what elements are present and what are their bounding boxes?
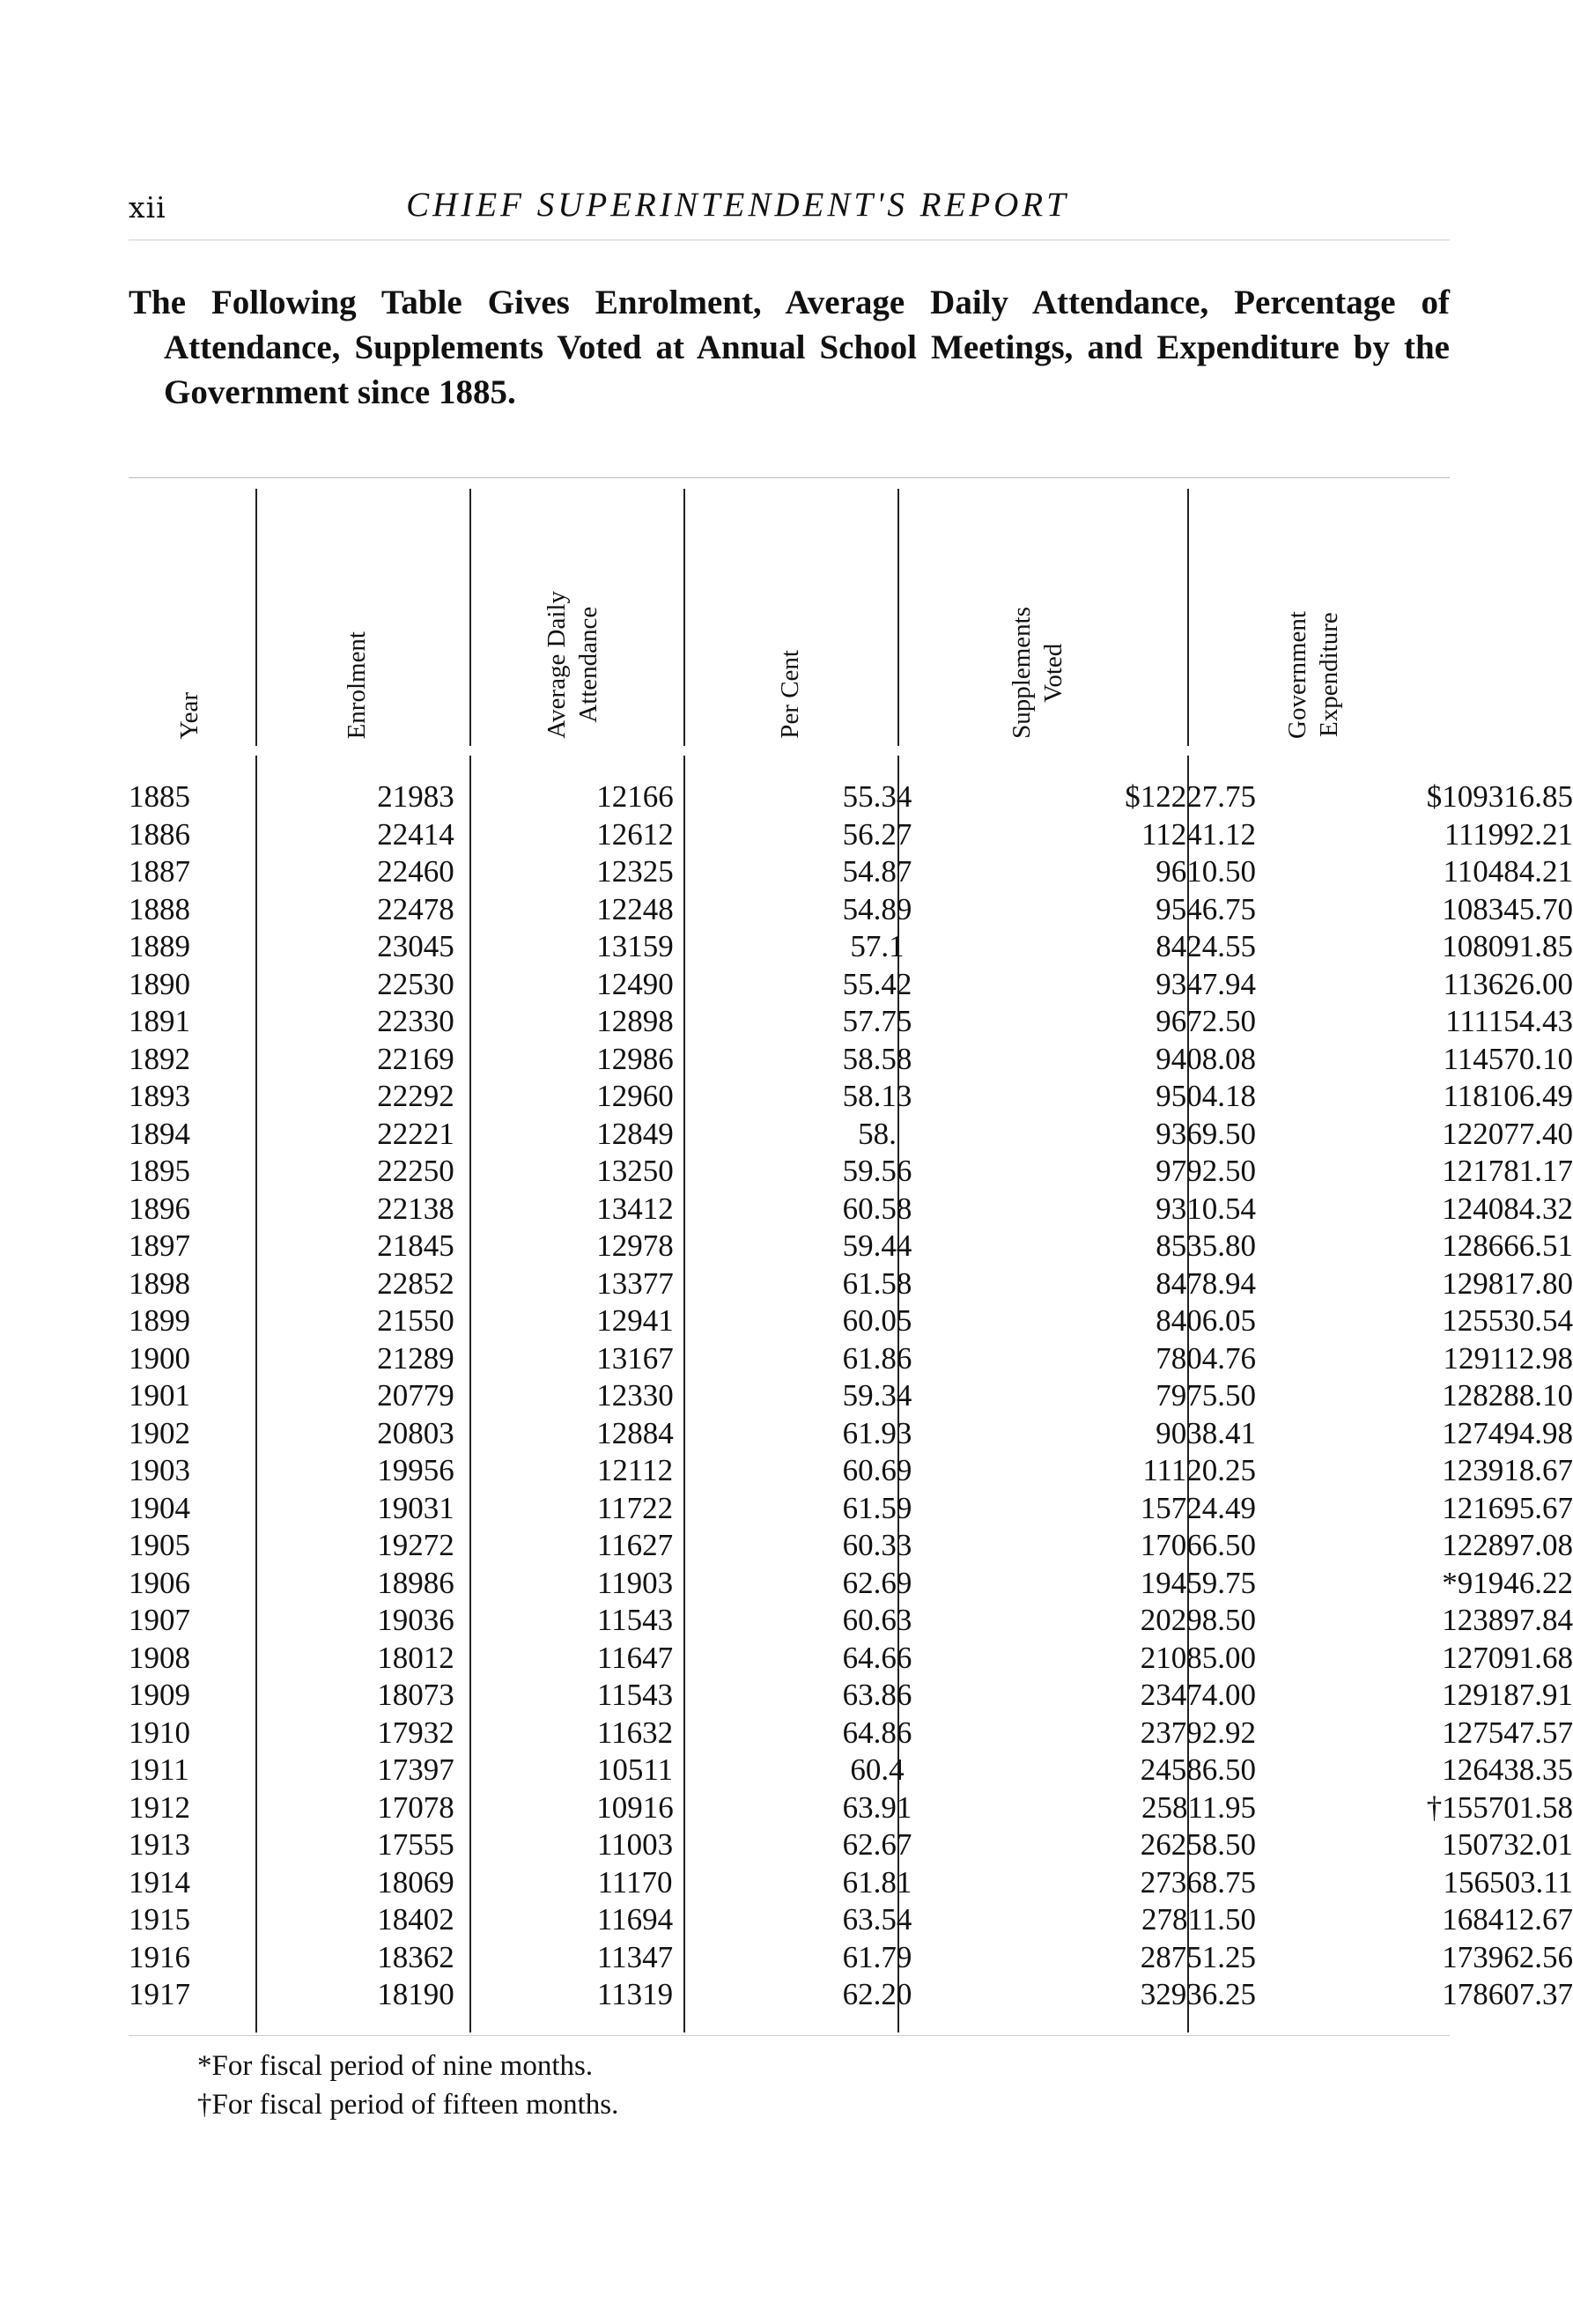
table-row [129, 1116, 1573, 1154]
cell-expenditure: †155701.58 [1426, 1789, 1573, 1825]
cell-expenditure: 129112.98 [1443, 1340, 1573, 1376]
cell-expenditure: 129187.91 [1442, 1678, 1573, 1712]
cell-average-attendance: 11632 [596, 1715, 674, 1750]
column-header-year: Year [175, 691, 203, 739]
cell-per-cent: 61.93 [842, 1415, 912, 1450]
cell-year: 1914 [129, 1864, 190, 1900]
table-row [129, 1153, 1573, 1191]
table-row [129, 853, 1573, 891]
table-row [129, 1265, 1573, 1303]
column-divider [1187, 489, 1189, 746]
cell-average-attendance: 13377 [596, 1265, 674, 1301]
cell-per-cent: 64.86 [842, 1715, 912, 1750]
cell-enrolment: 22460 [377, 854, 454, 889]
cell-average-attendance: 12960 [596, 1079, 674, 1113]
cell-expenditure: 125530.54 [1442, 1303, 1573, 1338]
cell-enrolment: 19036 [377, 1603, 454, 1637]
cell-average-attendance: 12884 [596, 1415, 674, 1450]
cell-average-attendance: 11694 [596, 1902, 674, 1937]
table-row [129, 1976, 1573, 2014]
table-row [129, 1041, 1573, 1079]
table-row [129, 1640, 1573, 1678]
table-row [129, 1228, 1573, 1265]
cell-supplements: 9792.50 [1156, 1154, 1256, 1188]
table-row [129, 1565, 1573, 1603]
cell-year: 1896 [129, 1191, 190, 1226]
cell-expenditure: 111154.43 [1445, 1004, 1573, 1038]
cell-enrolment: 19272 [377, 1528, 454, 1562]
cell-year: 1916 [129, 1939, 190, 1974]
cell-year: 1917 [129, 1977, 190, 2011]
cell-year: 1915 [129, 1902, 190, 1937]
cell-per-cent: 58. [858, 1116, 897, 1151]
cell-average-attendance: 12490 [596, 966, 674, 1001]
cell-supplements: 8424.55 [1156, 929, 1256, 963]
column-header-average-daily-attendance: Average Daily Attendance [543, 591, 602, 739]
cell-enrolment: 17397 [377, 1752, 454, 1787]
cell-year: 1907 [129, 1603, 190, 1637]
cell-enrolment: 18012 [377, 1640, 454, 1675]
cell-average-attendance: 12325 [596, 854, 674, 889]
cell-enrolment: 22530 [377, 966, 454, 1001]
cell-expenditure: 128666.51 [1442, 1228, 1573, 1263]
cell-average-attendance: 11722 [596, 1490, 674, 1525]
cell-expenditure: 173962.56 [1442, 1939, 1573, 1974]
table-row [129, 1003, 1573, 1041]
cell-average-attendance: 12166 [596, 779, 674, 814]
cell-average-attendance: 11903 [596, 1565, 674, 1600]
cell-per-cent: 63.91 [842, 1789, 912, 1825]
cell-year: 1902 [129, 1415, 190, 1450]
cell-average-attendance: 11003 [596, 1827, 674, 1862]
cell-average-attendance: 12248 [596, 891, 674, 926]
cell-enrolment: 18190 [377, 1977, 454, 2011]
cell-year: 1903 [129, 1453, 190, 1487]
table-row [129, 1415, 1573, 1453]
cell-expenditure: 178607.37 [1442, 1977, 1573, 2011]
cell-enrolment: 21845 [377, 1228, 454, 1263]
cell-expenditure: 126438.35 [1442, 1752, 1573, 1787]
cell-enrolment: 22330 [377, 1004, 454, 1038]
cell-supplements: 11241.12 [1141, 816, 1256, 852]
cell-per-cent: 61.81 [842, 1864, 912, 1900]
cell-year: 1904 [129, 1490, 190, 1525]
cell-supplements: 20298.50 [1140, 1603, 1256, 1637]
cell-per-cent: 61.86 [842, 1340, 912, 1376]
cell-per-cent: 55.42 [842, 966, 912, 1001]
cell-year: 1906 [129, 1565, 190, 1600]
table-bottom-rule [129, 2035, 1450, 2036]
cell-average-attendance: 13412 [596, 1191, 674, 1226]
cell-year: 1894 [129, 1116, 190, 1151]
cell-per-cent: 63.86 [842, 1678, 912, 1712]
cell-average-attendance: 11627 [596, 1528, 674, 1562]
cell-year: 1913 [129, 1827, 190, 1862]
running-head: CHIEF SUPERINTENDENT'S REPORT [406, 186, 1069, 224]
cell-supplements: 8535.80 [1156, 1228, 1256, 1263]
footnotes [197, 2047, 618, 2124]
table-row [129, 1715, 1573, 1752]
cell-per-cent: 63.54 [842, 1902, 912, 1937]
cell-supplements: 8478.94 [1156, 1265, 1256, 1301]
cell-average-attendance: 12849 [596, 1116, 674, 1151]
cell-per-cent: 57.1 [850, 929, 905, 963]
column-header-enrolment: Enrolment [343, 631, 371, 739]
cell-enrolment: 17555 [377, 1827, 454, 1862]
cell-average-attendance: 10511 [596, 1752, 674, 1787]
table-row [129, 1677, 1573, 1715]
cell-year: 1909 [129, 1678, 190, 1712]
cell-average-attendance: 11170 [597, 1864, 673, 1900]
column-divider [683, 489, 685, 746]
cell-per-cent: 60.05 [842, 1303, 912, 1338]
cell-enrolment: 20779 [377, 1378, 454, 1413]
table-row [129, 1939, 1573, 1977]
cell-per-cent: 61.59 [842, 1490, 912, 1525]
cell-expenditure: 123897.84 [1442, 1603, 1573, 1637]
cell-average-attendance: 12978 [596, 1228, 674, 1263]
cell-supplements: 9369.50 [1156, 1116, 1256, 1151]
cell-per-cent: 62.20 [842, 1977, 912, 2011]
cell-per-cent: 58.58 [842, 1041, 912, 1076]
cell-expenditure: $109316.85 [1426, 779, 1573, 814]
cell-expenditure: 127091.68 [1442, 1640, 1573, 1675]
column-divider [255, 489, 257, 746]
table-body [129, 778, 1573, 2014]
cell-enrolment: 22221 [377, 1116, 454, 1151]
cell-year: 1898 [129, 1265, 190, 1301]
cell-supplements: 7975.50 [1156, 1378, 1256, 1413]
cell-per-cent: 62.67 [842, 1827, 912, 1862]
cell-supplements: 9610.50 [1156, 854, 1256, 889]
cell-year: 1900 [129, 1340, 190, 1376]
cell-expenditure: 108345.70 [1442, 891, 1573, 926]
cell-expenditure: 127547.57 [1442, 1715, 1573, 1750]
cell-average-attendance: 13250 [596, 1154, 674, 1188]
cell-enrolment: 23045 [377, 929, 454, 963]
cell-expenditure: 121781.17 [1442, 1154, 1573, 1188]
cell-enrolment: 17932 [377, 1715, 454, 1750]
cell-per-cent: 54.87 [842, 854, 912, 889]
cell-expenditure: 113626.00 [1443, 966, 1573, 1001]
table-top-rule [129, 477, 1450, 478]
cell-year: 1901 [129, 1378, 190, 1413]
cell-supplements: 26258.50 [1140, 1827, 1256, 1862]
cell-year: 1892 [129, 1041, 190, 1076]
cell-enrolment: 22169 [377, 1041, 454, 1076]
cell-year: 1890 [129, 966, 190, 1001]
cell-enrolment: 19956 [377, 1453, 454, 1487]
cell-expenditure: *91946.22 [1442, 1565, 1573, 1600]
cell-year: 1888 [129, 891, 190, 926]
cell-average-attendance: 11543 [596, 1603, 674, 1637]
column-header-per-cent: Per Cent [776, 650, 804, 739]
cell-expenditure: 127494.98 [1442, 1415, 1573, 1450]
cell-enrolment: 22478 [377, 891, 454, 926]
table-row [129, 1191, 1573, 1228]
cell-supplements: 9310.54 [1156, 1191, 1256, 1226]
cell-enrolment: 21550 [377, 1303, 454, 1338]
cell-expenditure: 124084.32 [1442, 1191, 1573, 1226]
cell-supplements: 15724.49 [1140, 1490, 1256, 1525]
cell-enrolment: 21289 [377, 1340, 454, 1376]
cell-enrolment: 17078 [377, 1789, 454, 1825]
column-divider [897, 489, 899, 746]
cell-average-attendance: 12612 [596, 816, 674, 852]
cell-year: 1887 [129, 854, 190, 889]
cell-supplements: 24586.50 [1140, 1752, 1256, 1787]
cell-average-attendance: 13167 [596, 1340, 674, 1376]
table-row [129, 1826, 1573, 1864]
column-header-supplements-voted: Supplements Voted [1008, 607, 1067, 739]
cell-enrolment: 22414 [377, 816, 454, 852]
cell-year: 1899 [129, 1303, 190, 1338]
cell-year: 1910 [129, 1715, 190, 1750]
cell-average-attendance: 12898 [596, 1004, 674, 1038]
cell-per-cent: 64.66 [842, 1640, 912, 1675]
cell-year: 1897 [129, 1228, 190, 1263]
cell-per-cent: 56.27 [842, 816, 912, 852]
cell-supplements: 9347.94 [1156, 966, 1256, 1001]
cell-expenditure: 114570.10 [1443, 1041, 1573, 1076]
cell-per-cent: 57.75 [842, 1004, 912, 1038]
cell-supplements: 21085.00 [1140, 1640, 1256, 1675]
cell-supplements: 11120.25 [1142, 1453, 1256, 1487]
cell-per-cent: 62.69 [842, 1565, 912, 1600]
table-row [129, 1752, 1573, 1789]
cell-expenditure: 122077.40 [1442, 1116, 1573, 1151]
table-row [129, 1377, 1573, 1415]
table-row [129, 966, 1573, 1004]
table-row [129, 1527, 1573, 1565]
cell-expenditure: 121695.67 [1442, 1490, 1573, 1525]
cell-average-attendance: 11319 [596, 1977, 674, 2011]
cell-expenditure: 150732.01 [1442, 1827, 1573, 1862]
table-row [129, 1864, 1573, 1902]
cell-supplements: 25811.95 [1141, 1789, 1256, 1825]
column-divider [469, 489, 471, 746]
cell-per-cent: 59.44 [842, 1228, 912, 1263]
footnote-fifteen-months: †For fiscal period of fifteen months. [197, 2089, 619, 2121]
table-caption: The Following Table Gives Enrolment, Average Daily Attendance, Percentage of Attendance, Supplements Voted at Annual School Meetings, and Expenditure by the Government since 1885. [129, 284, 1450, 411]
cell-supplements: 19459.75 [1140, 1565, 1256, 1600]
cell-per-cent: 60.58 [842, 1191, 912, 1226]
cell-average-attendance: 11543 [596, 1678, 674, 1712]
cell-enrolment: 19031 [377, 1490, 454, 1525]
cell-average-attendance: 13159 [596, 929, 674, 963]
cell-supplements: 9038.41 [1156, 1415, 1256, 1450]
cell-per-cent: 61.79 [842, 1939, 912, 1974]
cell-average-attendance: 12986 [596, 1041, 674, 1076]
cell-per-cent: 59.34 [842, 1378, 912, 1413]
table-row [129, 1901, 1573, 1939]
cell-expenditure: 156503.11 [1443, 1864, 1573, 1900]
cell-year: 1885 [129, 779, 190, 814]
cell-supplements: 9546.75 [1156, 891, 1256, 926]
cell-year: 1895 [129, 1154, 190, 1188]
cell-expenditure: 111992.21 [1444, 816, 1573, 852]
table-row [129, 1452, 1573, 1490]
cell-expenditure: 123918.67 [1442, 1453, 1573, 1487]
cell-enrolment: 18073 [377, 1678, 454, 1712]
table-row [129, 1789, 1573, 1827]
cell-expenditure: 122897.08 [1442, 1528, 1573, 1562]
table-row [129, 1078, 1573, 1116]
column-header-government-expenditure: Government Expenditure [1283, 611, 1343, 739]
cell-supplements: 8406.05 [1156, 1303, 1256, 1338]
table-row [129, 778, 1573, 816]
cell-per-cent: 60.69 [842, 1453, 912, 1487]
cell-per-cent: 55.34 [842, 779, 912, 814]
footnote-nine-months: *For fiscal period of nine months. [197, 2050, 594, 2082]
cell-enrolment: 22138 [377, 1191, 454, 1226]
cell-year: 1905 [129, 1528, 190, 1562]
cell-average-attendance: 12941 [596, 1303, 674, 1338]
cell-average-attendance: 12112 [596, 1453, 674, 1487]
cell-average-attendance: 10916 [596, 1789, 674, 1825]
cell-supplements: 7804.76 [1156, 1340, 1256, 1376]
cell-average-attendance: 12330 [596, 1378, 674, 1413]
cell-supplements: 9408.08 [1156, 1041, 1256, 1076]
cell-year: 1891 [129, 1004, 190, 1038]
table-row [129, 1602, 1573, 1640]
cell-supplements: 27368.75 [1140, 1864, 1256, 1900]
cell-supplements: 32936.25 [1140, 1977, 1256, 2011]
cell-enrolment: 18069 [377, 1864, 454, 1900]
cell-per-cent: 61.58 [842, 1265, 912, 1301]
cell-year: 1912 [129, 1789, 190, 1825]
cell-supplements: 23474.00 [1140, 1678, 1256, 1712]
cell-expenditure: 118106.49 [1443, 1079, 1573, 1113]
cell-year: 1889 [129, 929, 190, 963]
cell-expenditure: 168412.67 [1442, 1902, 1573, 1937]
table-row [129, 928, 1573, 966]
cell-year: 1908 [129, 1640, 190, 1675]
cell-supplements: 9504.18 [1156, 1079, 1256, 1113]
cell-supplements: $12227.75 [1125, 779, 1256, 814]
cell-supplements: 27811.50 [1141, 1902, 1256, 1937]
cell-supplements: 9672.50 [1156, 1004, 1256, 1038]
cell-enrolment: 18362 [377, 1939, 454, 1974]
table-row [129, 816, 1573, 854]
cell-expenditure: 110484.21 [1443, 854, 1573, 889]
cell-per-cent: 60.63 [842, 1603, 912, 1637]
cell-per-cent: 54.89 [842, 891, 912, 926]
cell-enrolment: 21983 [377, 779, 454, 814]
cell-enrolment: 22292 [377, 1079, 454, 1113]
cell-per-cent: 58.13 [842, 1079, 912, 1113]
table-row [129, 1490, 1573, 1528]
cell-year: 1893 [129, 1079, 190, 1113]
cell-expenditure: 129817.80 [1442, 1265, 1573, 1301]
cell-per-cent: 60.33 [842, 1528, 912, 1562]
table-row [129, 891, 1573, 929]
cell-per-cent: 60.4 [850, 1752, 905, 1787]
table-row [129, 1340, 1573, 1378]
cell-enrolment: 22852 [377, 1265, 454, 1301]
cell-year: 1886 [129, 816, 190, 852]
cell-expenditure: 128288.10 [1442, 1378, 1573, 1413]
cell-supplements: 17066.50 [1140, 1528, 1256, 1562]
cell-year: 1911 [129, 1752, 189, 1787]
table-row [129, 1302, 1573, 1340]
cell-supplements: 23792.92 [1140, 1715, 1256, 1750]
cell-average-attendance: 11347 [596, 1939, 674, 1974]
cell-enrolment: 18986 [377, 1565, 454, 1600]
cell-average-attendance: 11647 [596, 1640, 674, 1675]
cell-enrolment: 20803 [377, 1415, 454, 1450]
cell-enrolment: 18402 [377, 1902, 454, 1937]
cell-enrolment: 22250 [377, 1154, 454, 1188]
cell-per-cent: 59.56 [842, 1154, 912, 1188]
cell-supplements: 28751.25 [1140, 1939, 1256, 1974]
cell-expenditure: 108091.85 [1442, 929, 1573, 963]
page-number: xii [129, 190, 166, 225]
